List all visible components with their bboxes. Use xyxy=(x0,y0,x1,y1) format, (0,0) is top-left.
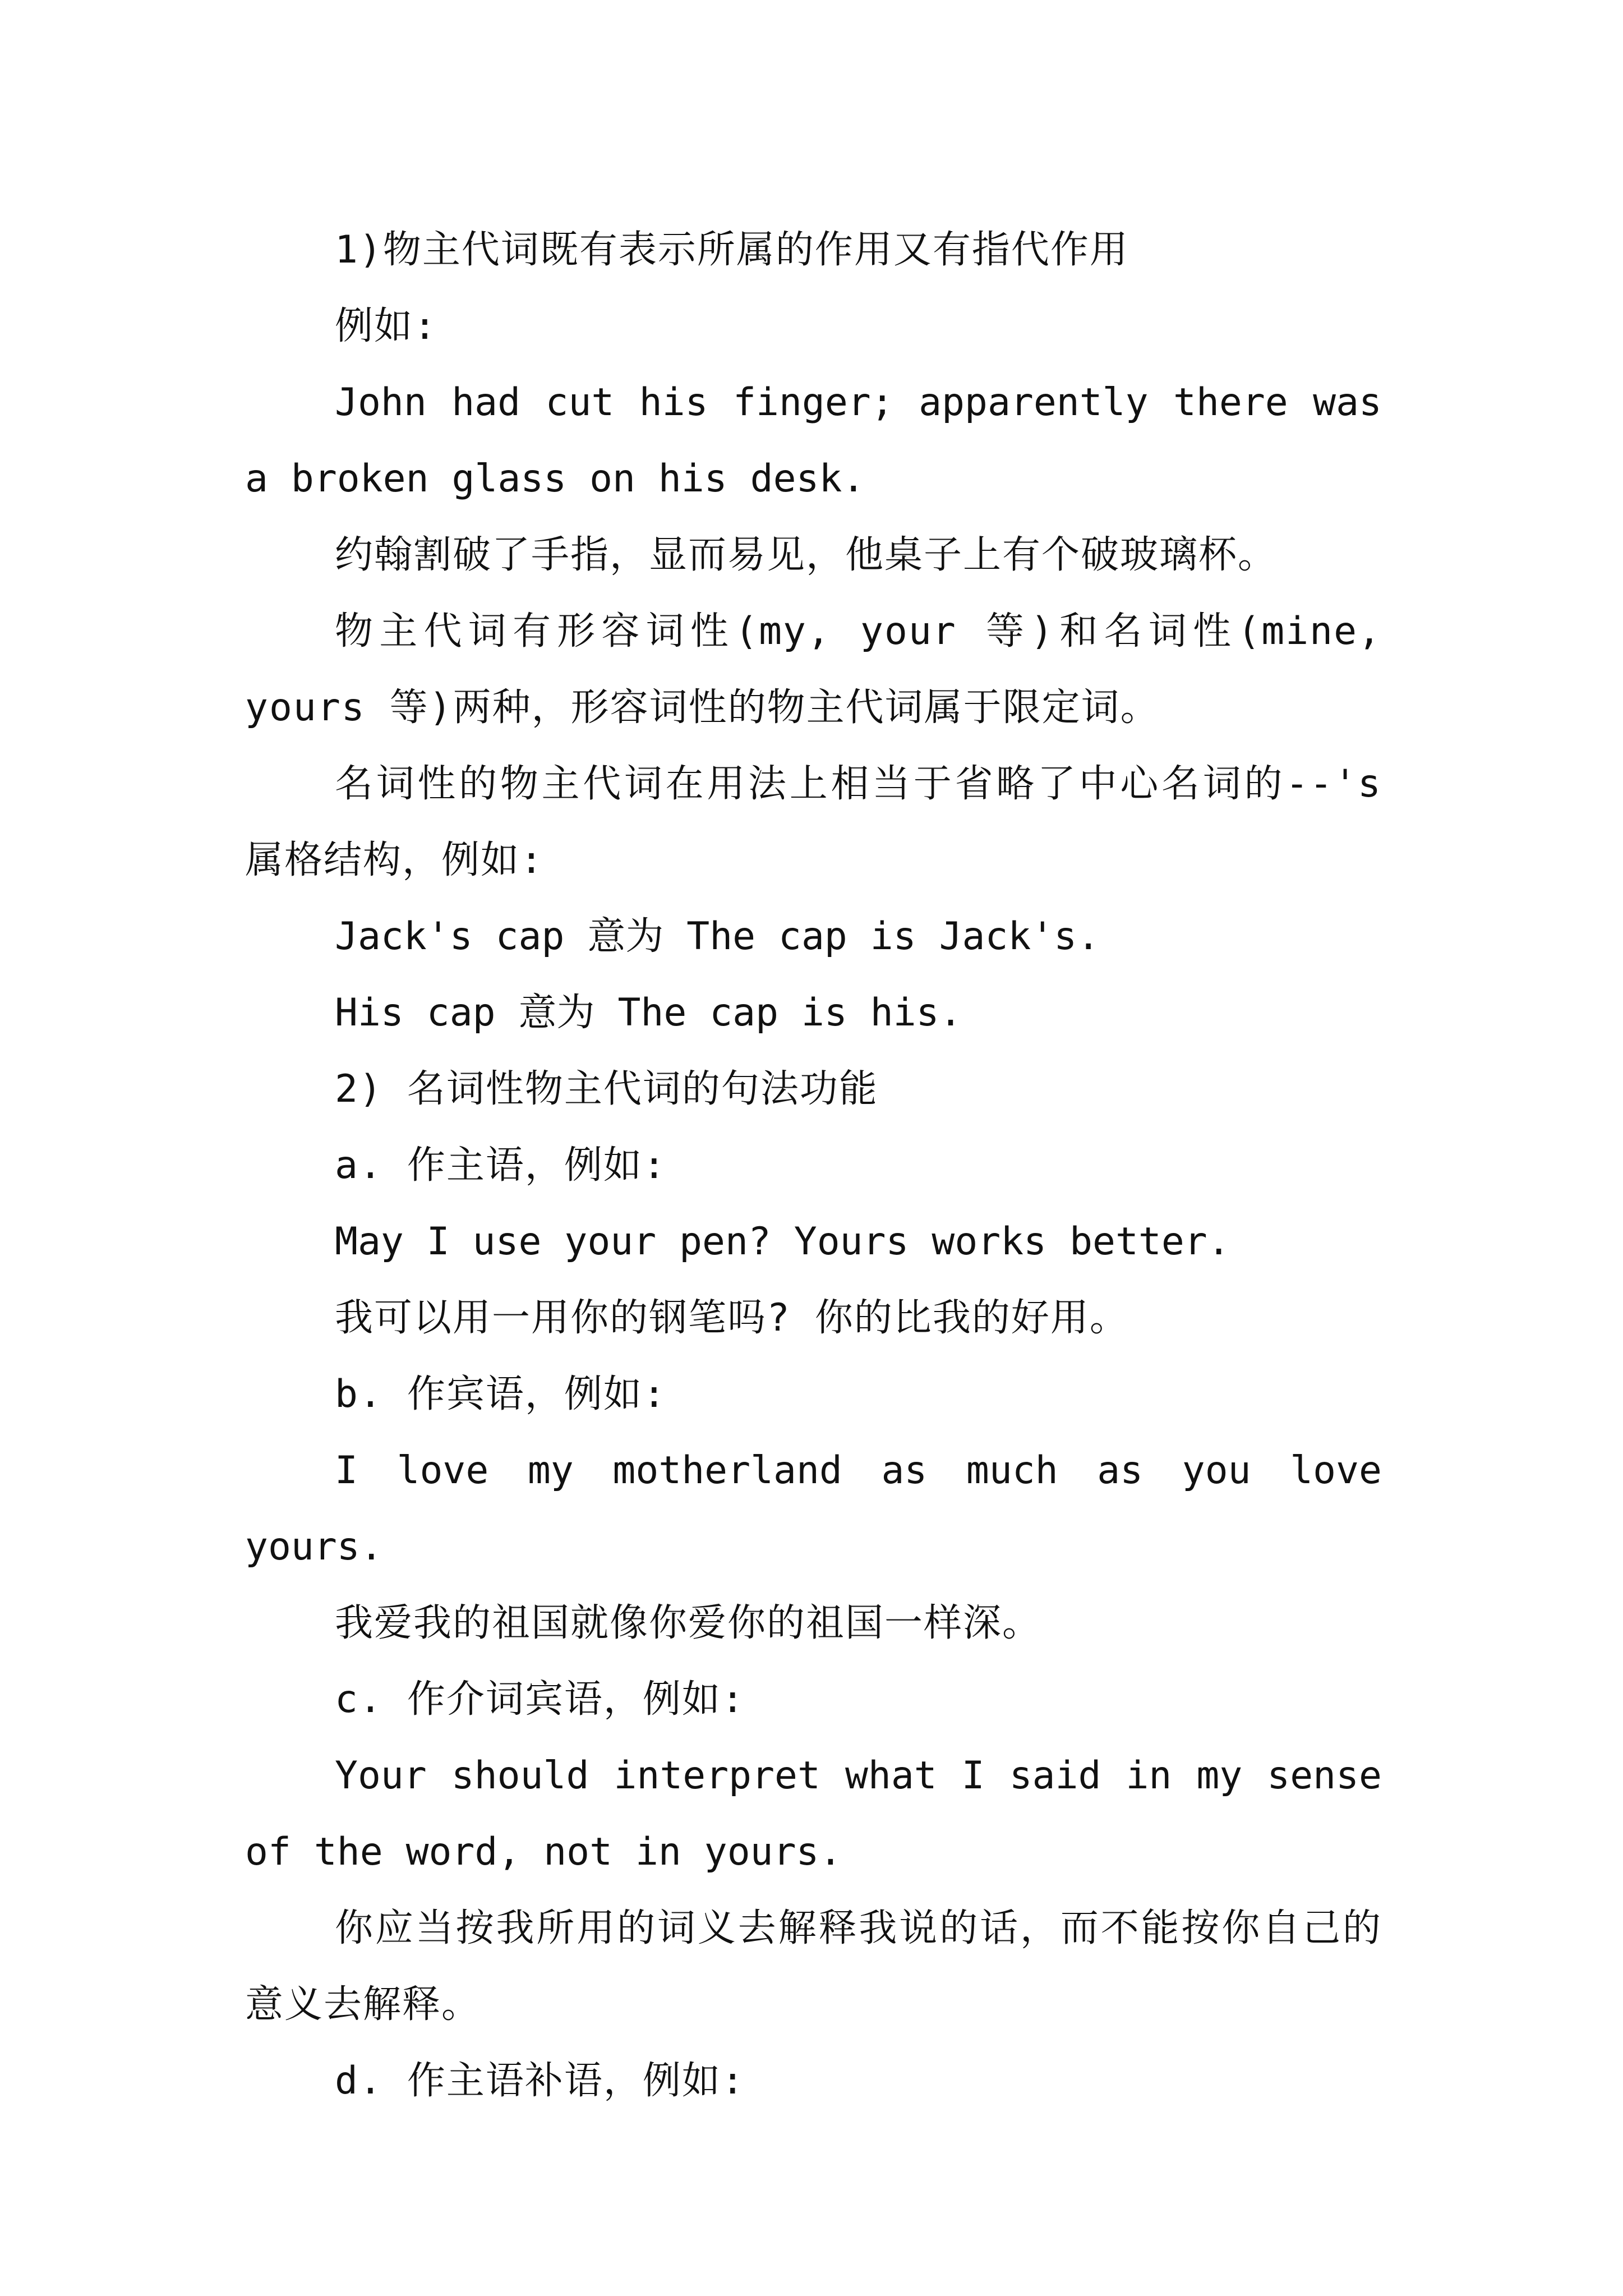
paragraph-example-intro: 例如: xyxy=(335,304,437,348)
paragraph-jack-cap-example: Jack's cap 意为 The cap is Jack's. xyxy=(335,914,1100,959)
example-prepositional-english: Your should interpret what I said in my sense of the word, not in yours. xyxy=(245,1754,1382,1874)
subheading-as-object: b. 作宾语，例如: xyxy=(335,1372,667,1416)
paragraph-nominal-usage: 名词性的物主代词在用法上相当于省略了中心名词的--'s 属格结构，例如: xyxy=(245,762,1382,882)
document-body xyxy=(245,212,1382,2119)
example-subject-chinese: 我可以用一用你的钢笔吗? 你的比我的好用。 xyxy=(335,1296,1129,1340)
paragraph-his-cap-example: His cap 意为 The cap is his. xyxy=(335,991,962,1035)
example-subject-english: May I use your pen? Yours works better. xyxy=(335,1220,1230,1264)
subheading-as-prepositional-object: c. 作介词宾语，例如: xyxy=(335,1677,745,1722)
paragraph-possessive-types: 物主代词有形容词性(my, your 等)和名词性(mine, yours 等)两种，形容词性的物主代词属于限定词。 xyxy=(245,609,1382,730)
subheading-as-subject-complement: d. 作主语补语，例如: xyxy=(335,2059,745,2103)
example-prepositional-chinese: 你应当按我所用的词义去解释我说的话，而不能按你自己的意义去解释。 xyxy=(245,1906,1382,2027)
section-heading-syntactic-function: 2) 名词性物主代词的句法功能 xyxy=(335,1067,878,1111)
subheading-as-subject: a. 作主语，例如: xyxy=(335,1143,667,1188)
paragraph-possessive-function: 1)物主代词既有表示所属的作用又有指代作用 xyxy=(335,228,1129,272)
example-object-chinese: 我爱我的祖国就像你爱你的祖国一样深。 xyxy=(335,1601,1042,1645)
paragraph-example-english: John had cut his finger; apparently there was a broken glass on his desk. xyxy=(245,380,1382,501)
example-object-english: I love my motherland as much as you love yours. xyxy=(245,1448,1382,1569)
paragraph-example-chinese: 约翰割破了手指，显而易见，他桌子上有个破玻璃杯。 xyxy=(335,533,1278,577)
